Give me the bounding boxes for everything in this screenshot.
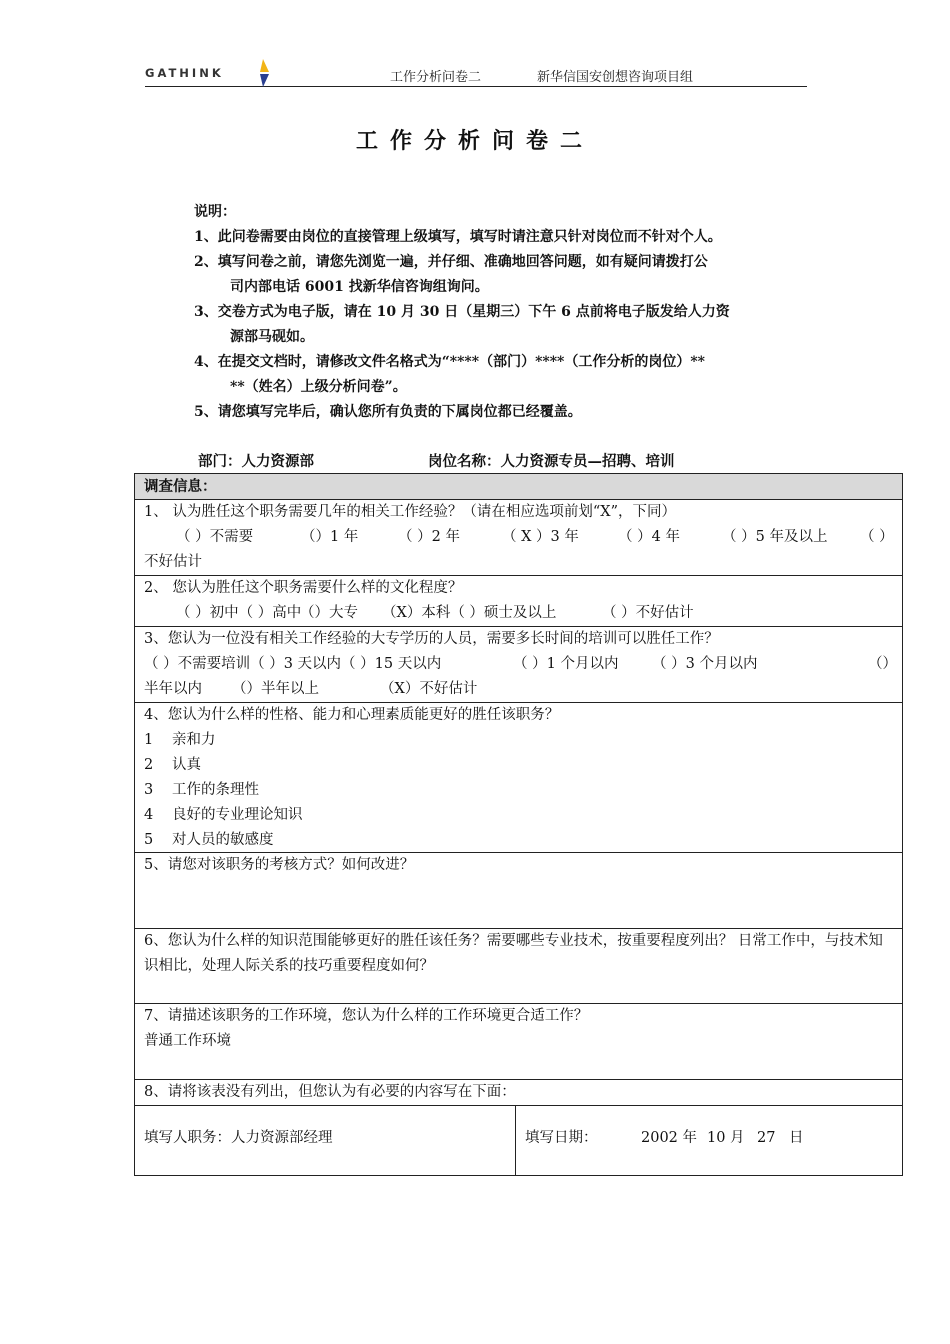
question-text: 8、请将该表没有列出，但您认为有必要的内容写在下面： (144, 1084, 516, 1100)
question-6 (135, 928, 902, 1003)
option: 半年以内 (144, 681, 202, 697)
position-label: 岗位名称：人力资源专员—招聘、培训 (428, 453, 675, 470)
date-day: 27 (757, 1130, 776, 1146)
answer-text: 普通工作环境 (144, 1033, 231, 1049)
date-label: 填写日期： (525, 1130, 598, 1146)
question-7 (135, 1003, 902, 1079)
question-text: 3、您认为一位没有相关工作经验的大专学历的人员，需要多长时间的培训可以胜任工作？ (144, 631, 719, 647)
question-3 (135, 626, 902, 702)
list-item: 5 对人员的敏感度 (144, 832, 274, 848)
options-tail: 不好估计 (144, 554, 202, 570)
option: （ ）不好估计 (602, 605, 694, 621)
signature-row (135, 1105, 902, 1175)
question-text: 6、您认为什么样的知识范围能够更好的胜任该任务？需要哪些专业技术，按重要程度列出？ 日常工作中，与技术知识相比，处理人际关系的技巧重要程度如何？ (144, 933, 883, 974)
option: （ ）2 年 (398, 529, 460, 545)
instruction-line: 1、此问卷需要由岗位的直接管理上级填写，填写时请注意只针对岗位而不针对个人。 (194, 229, 722, 245)
option: （）1 年 (301, 529, 359, 545)
option: （ ） (860, 529, 894, 545)
option: （ ）1 个月以内 (513, 656, 619, 672)
instruction-line: 2、填写问卷之前，请您先浏览一遍，并仔细、准确地回答问题，如有疑问请拨打公 (194, 254, 708, 270)
option: （ ）4 年 (618, 529, 680, 545)
option: （X）本科（ ）硕士及以上 (382, 605, 557, 621)
question-text: 5、请您对该职务的考核方式？如何改进？ (144, 857, 415, 873)
option: （ ）不需要培训（ ）3 天以内（ ）15 天以内 (144, 656, 442, 672)
header-doc-title: 工作分析问卷二 (390, 70, 482, 85)
department-label: 部门：人力资源部 (198, 453, 314, 470)
option: （）半年以上 (232, 681, 319, 697)
question-1 (135, 499, 902, 575)
fill-date (516, 1106, 813, 1175)
page-header (145, 58, 807, 87)
instruction-line: 司内部电话 6001 找新华信咨询组询问。 (230, 279, 489, 295)
options-line (144, 525, 893, 550)
instruction-line: 4、在提交文档时，请修改文件名格式为“****（部门）****（工作分析的岗位）** (194, 354, 706, 370)
logo-wordmark: GATHINK (145, 66, 224, 80)
list-item: 4 良好的专业理论知识 (144, 807, 303, 823)
list-item: 3 工作的条理性 (144, 782, 259, 798)
options-line (144, 677, 893, 702)
question-8 (135, 1079, 902, 1105)
instructions (194, 200, 834, 425)
date-month: 10 月 (707, 1130, 745, 1146)
survey-table (134, 473, 903, 1176)
options-line (144, 601, 893, 626)
option: （X）不好估计 (380, 681, 478, 697)
option: （ ）5 年及以上 (722, 529, 828, 545)
instruction-line: 5、请您填写完毕后，确认您所有负责的下属岗位都已经覆盖。 (194, 404, 582, 420)
date-day-unit: 日 (789, 1130, 804, 1146)
header-org: 新华信国安创想咨询项目组 (537, 70, 694, 85)
question-text: 1、 认为胜任这个职务需要几年的相关工作经验？（请在相应选项前划“X”，下同） (144, 504, 676, 520)
question-text: 4、您认为什么样的性格、能力和心理素质能更好的胜任该职务？ (144, 707, 560, 723)
question-2 (135, 575, 902, 626)
list-item: 1 亲和力 (144, 732, 216, 748)
option: （ ）初中（ ）高中 (176, 605, 302, 621)
option: （ ）3 个月以内 (652, 656, 758, 672)
option: （）大专 (300, 605, 358, 621)
question-5 (135, 852, 902, 928)
logo-icon (257, 58, 275, 88)
filler-position: 填写人职务：人力资源部经理 (135, 1106, 516, 1175)
instruction-line: 3、交卷方式为电子版，请在 10 月 30 日（星期三）下午 6 点前将电子版发给人力资 (194, 304, 730, 320)
option: （） (868, 656, 897, 672)
date-year: 2002 年 (641, 1130, 698, 1146)
question-text: 7、请描述该职务的工作环境，您认为什么样的工作环境更合适工作？ (144, 1008, 589, 1024)
option: （ X ）3 年 (502, 529, 579, 545)
list-item: 2 认真 (144, 757, 201, 773)
instructions-heading: 说明： (194, 204, 236, 220)
instruction-line: 源部马砚如。 (230, 329, 314, 345)
instruction-line: **（姓名）上级分析问卷”。 (230, 379, 407, 395)
page-title: 工作分析问卷二 (355, 128, 594, 154)
options-line (144, 652, 897, 677)
table-header: 调查信息： (135, 474, 902, 499)
question-4 (135, 702, 902, 852)
question-text: 2、 您认为胜任这个职务需要什么样的文化程度？ (144, 580, 463, 596)
option: （ ）不需要 (176, 529, 254, 545)
